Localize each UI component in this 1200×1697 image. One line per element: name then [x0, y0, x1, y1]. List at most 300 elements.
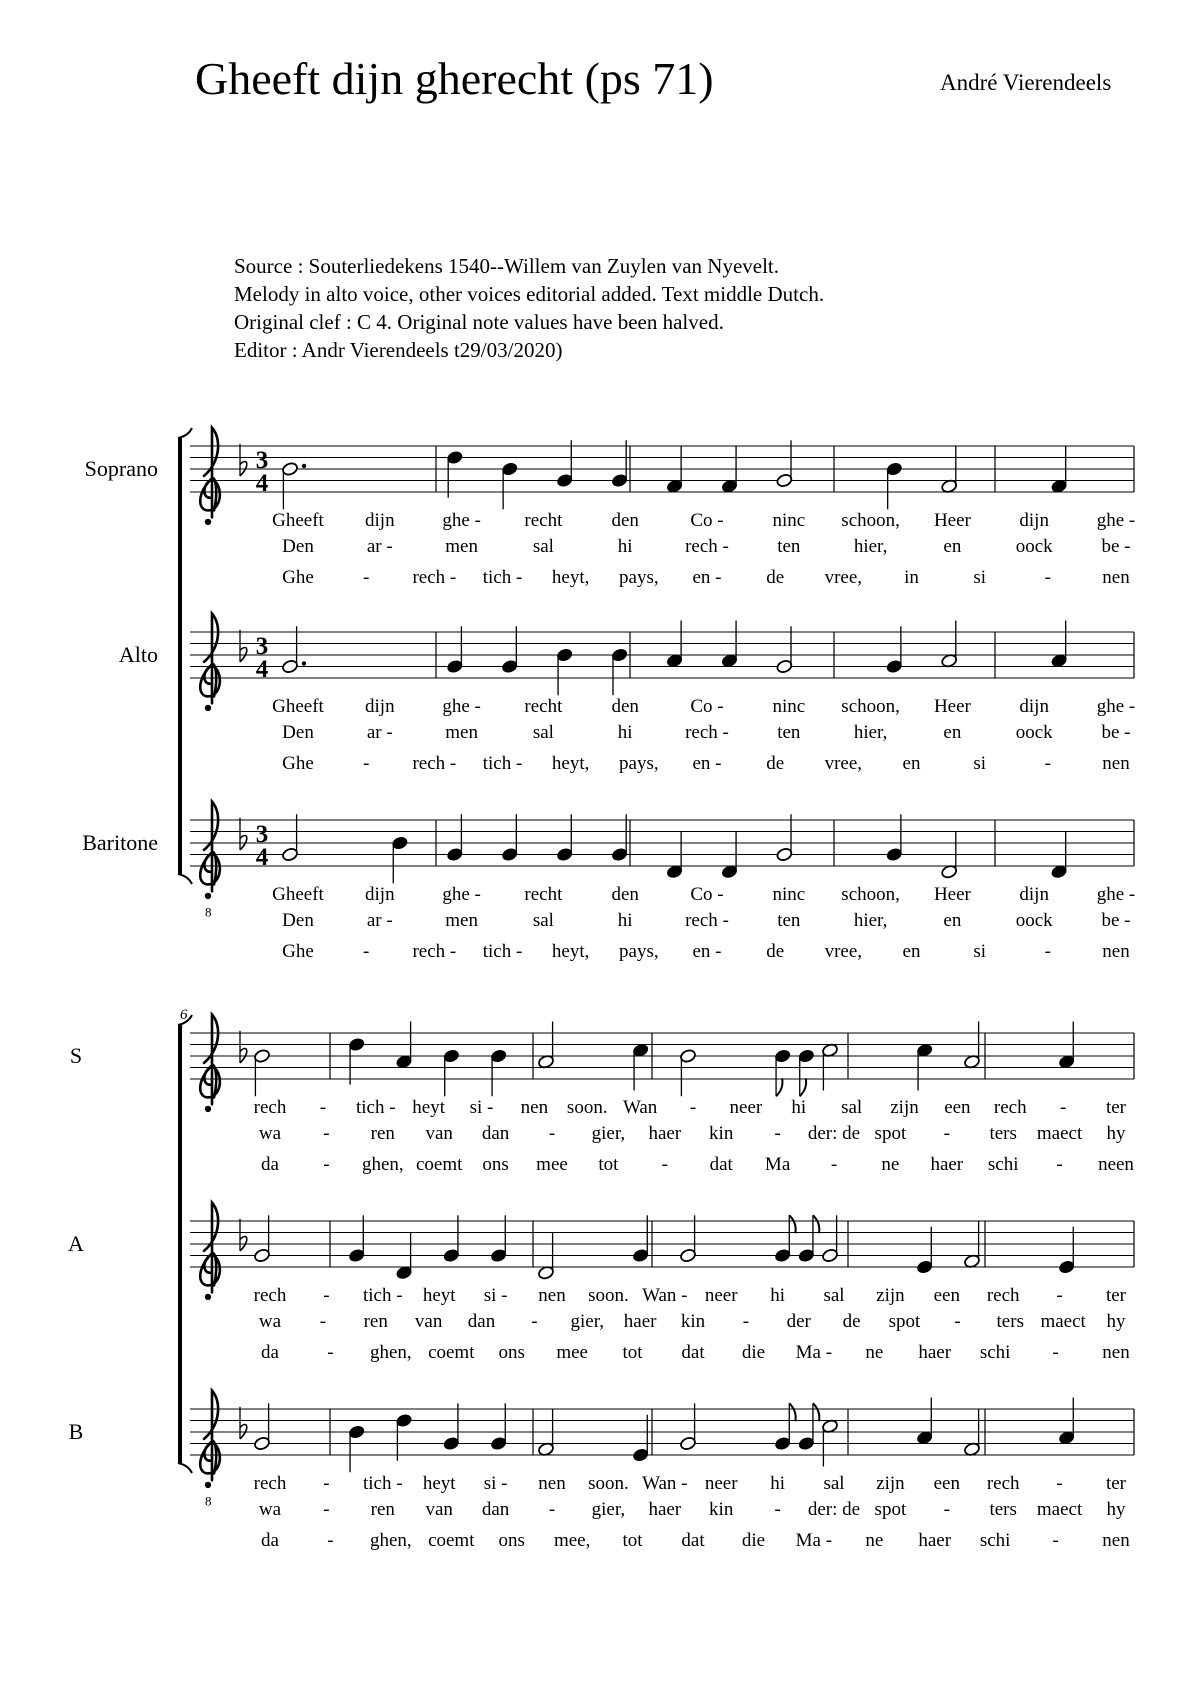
lyric-syllable: oock — [1015, 722, 1053, 743]
lyric-syllable: heyt — [422, 1285, 456, 1306]
lyric-syllable: si - — [483, 1285, 508, 1306]
lyric-syllable: ters — [989, 1499, 1017, 1520]
lyric-syllable: dat — [681, 1530, 705, 1551]
lyric-syllable: ter — [1105, 1285, 1127, 1306]
lyric-syllable: kin — [680, 1311, 706, 1332]
lyric-syllable: da — [261, 1342, 279, 1363]
lyric-syllable: ghe - — [442, 884, 481, 905]
octave-8-label: 8 — [205, 1493, 212, 1509]
lyric-syllable: Heer — [933, 884, 971, 905]
lyric-syllable: - — [1056, 1154, 1063, 1175]
lyric-syllable: si — [973, 753, 987, 774]
lyric-syllable: hier, — [853, 910, 888, 931]
lyric-syllable: Den — [282, 536, 314, 557]
lyric-syllable: Wan - — [642, 1285, 688, 1306]
lyric-syllable: - — [323, 1285, 330, 1306]
lyric-syllable: - — [323, 1499, 330, 1520]
lyric-syllable: rech - — [685, 536, 729, 557]
lyric-syllable: en — [943, 536, 962, 557]
lyric-syllable: hier, — [853, 536, 888, 557]
lyric-syllable: Gheeft — [272, 884, 324, 905]
lyric-syllable: sal — [532, 536, 554, 557]
time-signature-top: 3 — [255, 821, 269, 848]
composer-name: André Vierendeels — [940, 70, 1112, 95]
lyric-syllable: hi — [770, 1473, 785, 1494]
lyric-syllable: ters — [989, 1123, 1017, 1144]
lyric-syllable: - — [319, 1311, 327, 1332]
lyric-syllable: heyt, — [551, 941, 590, 962]
treble-clef-dot — [205, 1294, 211, 1300]
lyric-syllable: be - — [1101, 536, 1131, 557]
eighth-flag — [776, 1078, 782, 1096]
lyric-syllable: si - — [483, 1473, 508, 1494]
lyric-syllable: mee — [536, 1154, 568, 1175]
lyric-syllable: nen — [1102, 753, 1130, 774]
lyric-syllable: - — [661, 1154, 668, 1175]
lyric-syllable: tich - — [482, 567, 523, 588]
lyric-syllable: tot — [622, 1530, 643, 1551]
lyric-syllable: ne — [881, 1154, 900, 1175]
lyric-syllable: nen — [1102, 1530, 1130, 1551]
lyric-syllable: - — [1044, 753, 1051, 774]
lyric-syllable: sal — [823, 1285, 845, 1306]
treble-clef-icon — [200, 1203, 220, 1301]
lyric-syllable: ar - — [366, 910, 393, 931]
piece-title: Gheeft dijn gherecht (ps 71) — [195, 53, 714, 104]
lyric-syllable: de — [766, 941, 785, 962]
lyric-syllable: - — [954, 1311, 961, 1332]
lyric-syllable: ghe - — [1096, 696, 1136, 717]
lyric-syllable: dijn — [1019, 696, 1049, 717]
lyric-syllable: zijn — [890, 1097, 919, 1118]
treble-clef-dot — [205, 705, 211, 711]
lyric-syllable: rech - — [412, 941, 457, 962]
lyric-syllable: rech — [253, 1473, 287, 1494]
measure-number: 6 — [180, 1007, 188, 1023]
lyric-syllable: ons — [498, 1342, 525, 1363]
time-signature-top: 3 — [255, 633, 269, 660]
lyric-syllable: ren — [363, 1311, 388, 1332]
lyric-syllable: - — [830, 1154, 838, 1175]
lyric-syllable: ten — [777, 910, 801, 931]
lyric-syllable: Ghe — [282, 567, 314, 588]
lyric-syllable: nen — [1102, 941, 1130, 962]
lyric-syllable: van — [414, 1311, 443, 1332]
treble-clef-curve — [200, 1015, 220, 1105]
lyric-syllable: schi — [979, 1342, 1011, 1363]
lyric-syllable: - — [689, 1097, 697, 1118]
lyric-syllable: oock — [1015, 910, 1053, 931]
lyric-syllable: nen — [1102, 567, 1130, 588]
treble-clef-curve — [200, 802, 220, 892]
lyric-syllable: da — [261, 1530, 279, 1551]
lyric-syllable: heyt — [412, 1097, 445, 1118]
lyric-syllable: hy — [1106, 1123, 1126, 1144]
lyric-syllable: pays, — [619, 567, 659, 588]
lyric-syllable: en - — [692, 941, 722, 962]
lyric-syllable: neen — [1098, 1154, 1134, 1175]
lyric-syllable: ghe - — [442, 510, 481, 531]
lyric-syllable: haer — [930, 1154, 964, 1175]
part-label: A — [68, 1231, 84, 1256]
lyric-syllable: tich - — [482, 941, 523, 962]
flat-icon — [240, 444, 247, 476]
lyric-syllable: - — [1052, 1342, 1059, 1363]
lyric-syllable: een — [933, 1285, 960, 1306]
lyric-syllable: ter — [1105, 1097, 1127, 1118]
lyric-syllable: - — [1044, 941, 1051, 962]
lyric-syllable: nen — [520, 1097, 549, 1118]
lyric-syllable: - — [531, 1311, 538, 1332]
lyric-syllable: rech — [993, 1097, 1027, 1118]
lyric-syllable: van — [425, 1123, 453, 1144]
lyric-syllable: Wan — [622, 1097, 658, 1118]
lyric-syllable: Gheeft — [272, 696, 324, 717]
lyric-syllable: ninc — [772, 696, 806, 717]
lyric-syllable: - — [774, 1123, 781, 1144]
lyric-syllable: spot — [874, 1123, 907, 1144]
lyric-syllable: heyt, — [551, 567, 590, 588]
lyric-syllable: - — [774, 1499, 781, 1520]
lyric-syllable: Gheeft — [272, 510, 324, 531]
lyric-syllable: Heer — [933, 696, 971, 717]
lyric-syllable: Co - — [690, 510, 724, 531]
bracket-bottom-hook — [178, 874, 192, 884]
source-note: Source : Souterliedekens 1540--Willem van Zuylen van Nyevelt. — [234, 254, 780, 278]
lyric-syllable: gier, — [591, 1123, 626, 1144]
lyric-syllable: - — [548, 1499, 556, 1520]
lyric-syllable: den — [611, 510, 639, 531]
lyric-syllable: die — [741, 1342, 766, 1363]
lyric-syllable: Ma - — [795, 1530, 833, 1551]
lyric-syllable: schoon, — [841, 884, 900, 905]
lyric-syllable: neer — [704, 1285, 738, 1306]
lyric-syllable: hi — [617, 536, 633, 557]
lyric-syllable: dan — [481, 1499, 510, 1520]
lyric-syllable: sal — [532, 722, 554, 743]
lyric-syllable: soon. — [588, 1473, 629, 1494]
lyric-syllable: rech — [253, 1097, 287, 1118]
lyric-syllable: Wan - — [642, 1473, 688, 1494]
lyric-syllable: ninc — [772, 510, 806, 531]
eighth-flag — [813, 1215, 819, 1233]
lyric-syllable: vree, — [824, 753, 863, 774]
lyric-syllable: haer — [648, 1499, 682, 1520]
lyric-syllable: tich - — [363, 1473, 403, 1494]
lyric-syllable: - — [327, 1530, 334, 1551]
lyric-syllable: rech — [986, 1285, 1020, 1306]
lyric-syllable: sal — [841, 1097, 863, 1118]
time-signature-bottom: 4 — [255, 844, 269, 871]
lyric-syllable: hi — [791, 1097, 807, 1118]
lyric-syllable: ten — [777, 536, 801, 557]
lyric-syllable: - — [1056, 1473, 1063, 1494]
melody-note: Melody in alto voice, other voices editorial added. Text middle Dutch. — [234, 282, 825, 306]
editor-note: Editor : Andr Vierendeels t29/03/2020) — [234, 338, 563, 362]
time-signature-bottom: 4 — [255, 656, 269, 683]
lyric-syllable: de — [766, 567, 785, 588]
lyric-syllable: ters — [996, 1311, 1024, 1332]
treble-clef-curve — [200, 614, 220, 704]
treble-clef-icon — [200, 428, 220, 526]
lyric-syllable: Heer — [933, 510, 971, 531]
lyric-syllable: - — [943, 1499, 950, 1520]
lyric-syllable: wa — [258, 1499, 282, 1520]
lyric-syllable: ons — [482, 1154, 509, 1175]
lyric-syllable: en - — [692, 567, 722, 588]
lyric-syllable: coemt — [428, 1530, 475, 1551]
treble-clef-icon — [200, 802, 220, 900]
eighth-flag — [789, 1403, 795, 1421]
lyric-syllable: gier, — [570, 1311, 605, 1332]
lyric-syllable: de — [842, 1311, 861, 1332]
lyric-syllable: nen — [1102, 1342, 1130, 1363]
lyric-syllable: der — [786, 1311, 811, 1332]
lyric-syllable: maect — [1040, 1311, 1086, 1332]
lyric-syllable: Den — [282, 910, 314, 931]
lyric-syllable: ten — [777, 722, 801, 743]
part-label: B — [68, 1419, 84, 1444]
lyric-syllable: schoon, — [841, 696, 900, 717]
augmentation-dot — [302, 661, 306, 665]
lyric-syllable: recht — [524, 884, 563, 905]
lyric-syllable: dat — [709, 1154, 733, 1175]
lyric-syllable: schi — [987, 1154, 1019, 1175]
lyric-syllable: en — [943, 722, 962, 743]
lyric-syllable: een — [944, 1097, 971, 1118]
lyric-syllable: men — [445, 722, 478, 743]
lyric-syllable: ninc — [772, 884, 806, 905]
part-label: S — [69, 1043, 83, 1068]
lyric-syllable: maect — [1036, 1123, 1083, 1144]
lyric-syllable: dijn — [365, 696, 395, 717]
lyric-syllable: dijn — [365, 884, 395, 905]
lyric-syllable: ren — [370, 1499, 395, 1520]
lyric-syllable: en - — [692, 753, 722, 774]
lyric-syllable: kin — [709, 1123, 734, 1144]
lyric-syllable: Ghe — [282, 941, 314, 962]
lyric-syllable: pays, — [619, 941, 659, 962]
treble-clef-curve — [200, 1391, 220, 1481]
lyric-syllable: en — [902, 753, 921, 774]
lyric-syllable: recht — [524, 696, 563, 717]
lyric-syllable: en — [943, 910, 962, 931]
treble-clef-dot — [205, 1482, 211, 1488]
lyric-syllable: de — [766, 753, 785, 774]
lyric-syllable: dijn — [1019, 884, 1049, 905]
lyric-syllable: tot — [598, 1154, 619, 1175]
lyric-syllable: der: de — [807, 1123, 861, 1144]
lyric-syllable: rech - — [685, 722, 729, 743]
lyric-syllable: hi — [617, 722, 633, 743]
lyric-syllable: zijn — [876, 1285, 905, 1306]
treble-clef-dot — [205, 519, 211, 525]
lyric-syllable: - — [1056, 1285, 1063, 1306]
lyric-syllable: Ghe — [282, 753, 314, 774]
treble-clef-icon — [200, 614, 220, 712]
lyric-syllable: rech - — [685, 910, 729, 931]
lyric-syllable: si — [973, 567, 987, 588]
lyric-syllable: si - — [469, 1097, 494, 1118]
lyric-syllable: ren — [370, 1123, 395, 1144]
lyric-syllable: en — [902, 941, 921, 962]
eighth-flag — [800, 1078, 806, 1096]
lyric-syllable: pays, — [619, 753, 659, 774]
time-signature-top: 3 — [255, 447, 269, 474]
lyric-syllable: van — [425, 1499, 453, 1520]
lyric-syllable: neer — [704, 1473, 738, 1494]
lyric-syllable: - — [363, 753, 370, 774]
lyric-syllable: ghen, — [370, 1342, 412, 1363]
treble-clef-dot — [205, 1106, 211, 1112]
lyric-syllable: - — [363, 567, 370, 588]
eighth-flag — [813, 1403, 819, 1421]
lyric-syllable: men — [445, 536, 478, 557]
octave-8-label: 8 — [205, 904, 212, 920]
lyric-syllable: - — [363, 941, 370, 962]
lyric-syllable: ghe - — [1096, 510, 1136, 531]
lyric-syllable: si — [973, 941, 987, 962]
lyric-syllable: sal — [532, 910, 554, 931]
lyric-syllable: Co - — [690, 696, 724, 717]
lyric-syllable: hi — [770, 1285, 785, 1306]
lyric-syllable: soon. — [588, 1285, 629, 1306]
part-label: Alto — [118, 642, 158, 667]
lyric-syllable: haer — [918, 1342, 952, 1363]
lyric-syllable: kin — [709, 1499, 734, 1520]
lyric-syllable: dan — [467, 1311, 496, 1332]
treble-clef-curve — [200, 428, 220, 518]
lyric-syllable: in — [904, 567, 919, 588]
flat-icon — [240, 1407, 247, 1439]
lyric-syllable: ons — [498, 1530, 525, 1551]
lyric-syllable: vree, — [824, 567, 863, 588]
flat-icon — [240, 1219, 247, 1251]
lyric-syllable: heyt, — [551, 753, 590, 774]
lyric-syllable: coemt — [415, 1154, 463, 1175]
lyric-syllable: wa — [258, 1123, 282, 1144]
lyric-syllable: - — [319, 1097, 327, 1118]
flat-icon — [240, 1031, 247, 1063]
lyric-syllable: schi — [979, 1530, 1011, 1551]
lyric-syllable: Co - — [690, 884, 724, 905]
lyric-syllable: sal — [823, 1473, 845, 1494]
lyric-syllable: dan — [481, 1123, 510, 1144]
lyric-syllable: hi — [617, 910, 633, 931]
lyric-syllable: - — [742, 1311, 750, 1332]
lyric-syllable: den — [611, 884, 639, 905]
lyric-syllable: coemt — [428, 1342, 475, 1363]
treble-clef-dot — [205, 893, 211, 899]
lyric-syllable: be - — [1101, 910, 1131, 931]
lyric-syllable: een — [933, 1473, 960, 1494]
lyric-syllable: tich - — [363, 1285, 403, 1306]
lyric-syllable: rech - — [412, 753, 457, 774]
lyric-syllable: men — [445, 910, 478, 931]
lyric-syllable: den — [611, 696, 639, 717]
lyric-syllable: - — [548, 1123, 556, 1144]
lyric-syllable: rech — [253, 1285, 287, 1306]
lyric-syllable: - — [1052, 1530, 1059, 1551]
time-signature-bottom: 4 — [255, 470, 269, 497]
lyric-syllable: tich - — [355, 1097, 396, 1118]
part-label: Baritone — [82, 830, 158, 855]
lyric-syllable: Ma — [764, 1154, 791, 1175]
lyric-syllable: ghe - — [442, 696, 481, 717]
lyric-syllable: mee, — [553, 1530, 591, 1551]
lyric-syllable: Ma - — [795, 1342, 833, 1363]
lyric-syllable: ar - — [366, 722, 393, 743]
lyric-syllable: haer — [918, 1530, 952, 1551]
lyric-syllable: - — [323, 1123, 330, 1144]
lyric-syllable: spot — [888, 1311, 921, 1332]
lyric-syllable: ghe - — [1096, 884, 1136, 905]
treble-clef-curve — [200, 1203, 220, 1293]
lyric-syllable: ghen, — [370, 1530, 412, 1551]
lyric-syllable: spot — [874, 1499, 907, 1520]
lyric-syllable: ter — [1105, 1473, 1127, 1494]
lyric-syllable: dijn — [365, 510, 395, 531]
lyric-syllable: be - — [1101, 722, 1131, 743]
flat-icon — [240, 818, 247, 850]
lyric-syllable: dijn — [1019, 510, 1049, 531]
lyric-syllable: - — [943, 1123, 950, 1144]
lyric-syllable: zijn — [876, 1473, 905, 1494]
lyric-syllable: ne — [865, 1342, 884, 1363]
lyric-syllable: ar - — [366, 536, 393, 557]
lyric-syllable: tich - — [482, 753, 523, 774]
bracket-bottom-hook — [178, 1463, 192, 1473]
lyric-syllable: soon. — [566, 1097, 608, 1118]
clef-note: Original clef : C 4. Original note values have been halved. — [234, 310, 724, 334]
lyric-syllable: wa — [258, 1311, 282, 1332]
lyric-syllable: vree, — [824, 941, 863, 962]
lyric-syllable: - — [323, 1473, 330, 1494]
eighth-flag — [789, 1215, 795, 1233]
bracket-top-hook — [178, 428, 192, 438]
lyric-syllable: - — [327, 1342, 334, 1363]
lyric-syllable: rech - — [412, 567, 457, 588]
lyric-syllable: recht — [524, 510, 563, 531]
lyric-syllable: - — [323, 1154, 330, 1175]
lyric-syllable: - — [1059, 1097, 1067, 1118]
lyric-syllable: haer — [623, 1311, 657, 1332]
lyric-syllable: schoon, — [841, 510, 900, 531]
lyric-syllable: ne — [865, 1530, 884, 1551]
lyric-syllable: nen — [538, 1473, 566, 1494]
lyric-syllable: ghen, — [361, 1154, 404, 1175]
lyric-syllable: rech — [986, 1473, 1020, 1494]
lyric-syllable: hy — [1106, 1311, 1126, 1332]
part-label: Soprano — [84, 456, 158, 481]
lyric-syllable: mee — [556, 1342, 588, 1363]
lyric-syllable: Den — [282, 722, 314, 743]
lyric-syllable: da — [261, 1154, 279, 1175]
lyric-syllable: nen — [538, 1285, 566, 1306]
lyric-syllable: oock — [1015, 536, 1053, 557]
treble-clef-icon — [200, 1391, 220, 1489]
lyric-syllable: neer — [729, 1097, 763, 1118]
lyric-syllable: hier, — [853, 722, 888, 743]
lyric-syllable: hy — [1106, 1499, 1126, 1520]
lyric-syllable: dat — [681, 1342, 705, 1363]
treble-clef-icon — [200, 1015, 220, 1113]
lyric-syllable: heyt — [422, 1473, 456, 1494]
lyric-syllable: der: de — [807, 1499, 861, 1520]
flat-icon — [240, 630, 247, 662]
augmentation-dot — [302, 464, 306, 468]
lyric-syllable: - — [1044, 567, 1051, 588]
